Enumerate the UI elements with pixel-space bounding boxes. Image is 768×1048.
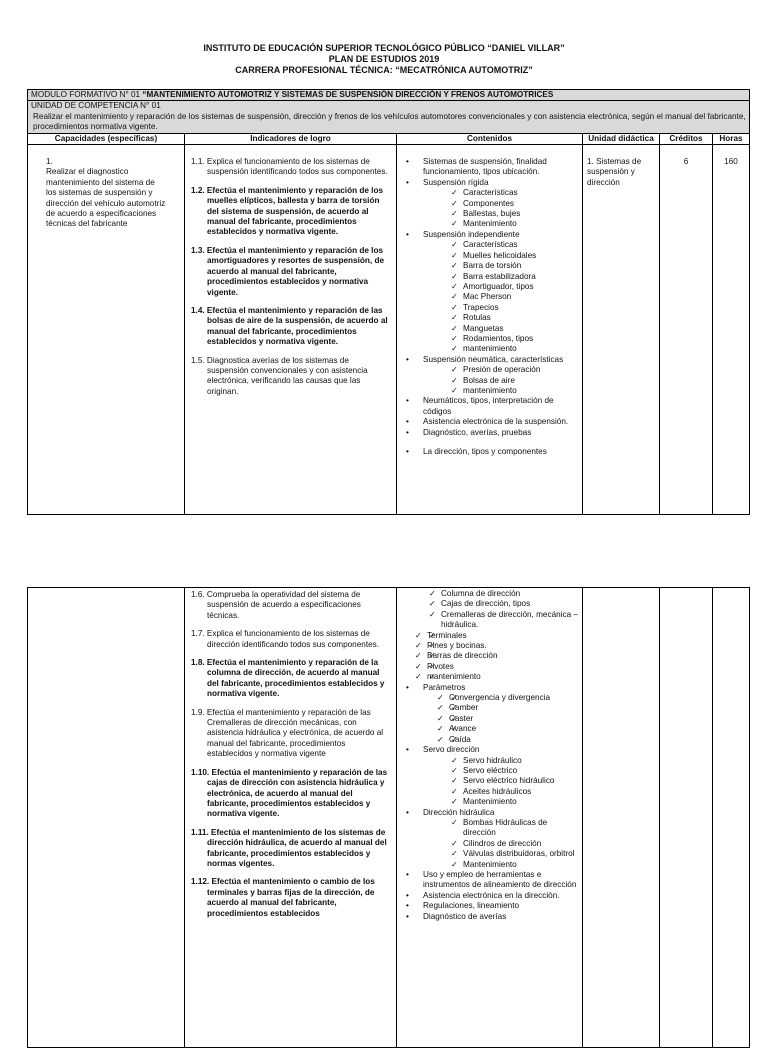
list-item: ✓ Componentes <box>423 199 578 209</box>
indicator-1-11: 1.11. Efectúa el mantenimiento de los sistemas de dirección hidráulica, de acuerdo al manual del fabricante, procedimientos establecidos y normas vigentes. <box>191 827 387 868</box>
career-title: CARRERA PROFESIONAL TÉCNICA: “MECATRÓNICA AUTOMOTRIZ” <box>235 65 533 75</box>
list-item: • Suspensión independiente ✓ Características ✓ Muelles helicoidales ✓ Barra de torsión ✓ Barra estabilizadora ✓ Amortiguador, tipos ✓ Mac Pherson ✓ Trapecios ✓ Rotulas ✓ Manguetas ✓ Rodamientos, tipos ✓ mantenimiento <box>401 230 578 355</box>
competence-label: UNIDAD DE COMPETENCIA N° 01 <box>31 101 161 111</box>
list-item: ✓ Servo eléctrico hidráulico <box>423 776 578 786</box>
list-item: • Asistencia electrónica de la suspensión. <box>401 417 578 427</box>
list-item: ✓ Mantenimiento <box>423 797 578 807</box>
document-header <box>0 43 768 76</box>
list-item: ✓ mantenimiento <box>423 386 578 396</box>
sublist <box>423 365 578 396</box>
list-item: • Parámetros ✓ ✓ Convergencia y divergencia ✓ ✓ Camber ✓ ✓ Caster ✓ ✓ Avance ✓ ✓ Caída <box>401 683 578 745</box>
contents-list <box>401 157 578 457</box>
list-item: ✓ Trapecios <box>423 303 578 313</box>
col-indicadores: Indicadores de logro <box>185 133 397 144</box>
list-item: ✓ ✓ Convergencia y divergencia <box>423 693 578 703</box>
list-item: • Servo dirección ✓ Servo hidráulico ✓ Servo eléctrico ✓ Servo eléctrico hidráulico ✓ Aceites hidráulicos ✓ Mantenimiento <box>401 745 578 807</box>
plan-title: PLAN DE ESTUDIOS 2019 <box>328 54 440 64</box>
unidad-cell: 1. Sistemas de suspensión y dirección <box>583 145 660 515</box>
list-item: ✓ Servo eléctrico <box>423 766 578 776</box>
indicator-1-8: 1.8. Efectúa el mantenimiento y reparación de la columna de dirección, de acuerdo al manual del fabricante, procedimientos establecidos y normativa vigente. <box>191 658 385 699</box>
list-item: • Suspensión neumática, características ✓ Presión de operación ✓ Bolsas de aire ✓ mantenimiento <box>401 355 578 397</box>
capacidad-cell <box>28 588 185 1048</box>
list-item: ✓ mantenimiento <box>423 344 578 354</box>
competence-text: Realizar el mantenimiento y reparación de los sistemas de suspensión, dirección y frenos de los vehículos automotores convencionales y con asistencia electrónica, según el manual del fabricante, procedimientos normativa vigente. <box>33 111 746 132</box>
col-unidad: Unidad didáctica <box>583 133 660 144</box>
table-header-row <box>28 133 750 144</box>
list-item: ✓ Ballestas, bujes <box>423 209 578 219</box>
indicator-1-6: 1.6. Comprueba la operatividad del sistema de suspensión de acuerdo a especificaciones técnicas. <box>191 590 361 620</box>
list-item: ✓ Muelles helicoidales <box>423 251 578 261</box>
list-item: ✓ Cilindros de dirección <box>423 839 578 849</box>
list-item: • Regulaciones, lineamiento <box>401 901 578 911</box>
sublist <box>423 693 578 745</box>
contenidos-cell <box>397 145 583 515</box>
list-item: ✓ Mantenimiento <box>423 860 578 870</box>
horas-cell: 160 <box>713 145 750 515</box>
sublist <box>423 818 578 870</box>
curriculum-table-page-2 <box>27 587 750 1048</box>
list-item: • Asistencia electrónica en la dirección. <box>401 891 578 901</box>
list-item: ✓ Presión de operación <box>423 365 578 375</box>
col-capacidades: Capacidades (específicas) <box>28 133 185 144</box>
creditos-cell <box>660 588 713 1048</box>
col-creditos: Créditos <box>660 133 713 144</box>
contenidos-cell <box>397 588 583 1048</box>
list-item: ✓ ✓ Terminales <box>401 631 578 641</box>
indicator-1-2: 1.2. Efectúa el mantenimiento y reparación de los muelles elípticos, ballesta y barra de torsión del sistema de suspensión, de acuerdo al manual del fabricante, procedimientos establecidos y normativa vigente. <box>191 185 384 237</box>
list-item: • Diagnóstico, averías, pruebas <box>401 428 578 438</box>
list-item: ✓ Columna de dirección <box>401 589 578 599</box>
list-item: ✓ ✓ Camber <box>423 703 578 713</box>
list-item: ✓ Válvulas distribuidoras, orbitrol <box>423 849 578 859</box>
indicadores-cell <box>185 588 397 1048</box>
list-item: ✓ Mac Pherson <box>423 292 578 302</box>
list-item: ✓ Rotulas <box>423 313 578 323</box>
indicator-1-7: 1.7. Explica el funcionamiento de los sistemas de dirección identificando todos sus componentes. <box>191 629 380 649</box>
list-item: ✓ Aceites hidráulicos <box>423 787 578 797</box>
list-item: • Dirección hidráulica ✓ Bombas Hidráulicas de dirección ✓ Cilindros de dirección ✓ Válvulas distribuidoras, orbitrol ✓ Mantenimiento <box>401 808 578 870</box>
list-item: ✓ Rodamientos, tipos <box>423 334 578 344</box>
list-item: ✓ ✓ Pines y bocinas. <box>401 641 578 651</box>
table-row <box>28 145 750 515</box>
competence-row <box>28 101 750 133</box>
list-item: ✓ Barra estabilizadora <box>423 272 578 282</box>
list-item: ✓ Cremalleras de dirección, mecánica – hidráulica. <box>401 610 578 631</box>
capacidad-cell <box>28 145 185 515</box>
module-row <box>28 90 750 101</box>
capacidad-number: 1. <box>46 157 53 167</box>
list-item: ✓ Características <box>423 240 578 250</box>
horas-cell <box>713 588 750 1048</box>
list-item: • Uso y empleo de herramientas e instrumentos de alineamiento de dirección <box>401 870 578 891</box>
module-label: MODULO FORMATIVO N° 01 <box>31 90 143 99</box>
table-row <box>28 588 750 1048</box>
list-item: ✓ ✓ Caída <box>423 735 578 745</box>
list-item: ✓ Características <box>423 188 578 198</box>
indicadores-cell <box>185 145 397 515</box>
list-item: • Sistemas de suspensión, finalidad funcionamiento, tipos ubicación. <box>401 157 578 178</box>
list-item: ✓ ✓ Pivotes <box>401 662 578 672</box>
list-item: ✓ ✓ Caster <box>423 714 578 724</box>
list-item: ✓ Servo hidráulico <box>423 756 578 766</box>
capacidad-text: Realizar el diagnostico mantenimiento del sistema de los sistemas de suspensión y dirección del vehículo automotriz de acuerdo a especificaciones técnicas del fabricante <box>46 167 166 229</box>
curriculum-table-page-1 <box>27 89 750 515</box>
module-name: “MANTENIMIENTO AUTOMOTRIZ Y SISTEMAS DE SUSPENSIÓN DIRECCIÓN Y FRENOS AUTOMOTRICES <box>142 90 554 99</box>
list-item: ✓ ✓ mantenimiento <box>401 672 578 682</box>
list-item: ✓ Bombas Hidráulicas de dirección <box>423 818 578 839</box>
indicator-1-12: 1.12. Efectúa el mantenimiento o cambio de los terminales y barras fijas de la dirección, de acuerdo al manual del fabricante, procedimientos establecidos <box>191 877 375 918</box>
list-item: ✓ Amortiguador, tipos <box>423 282 578 292</box>
contents-list <box>401 683 578 922</box>
creditos-cell: 6 <box>660 145 713 515</box>
institute-name: INSTITUTO DE EDUCACIÓN SUPERIOR TECNOLÓGICO PÚBLICO “DANIEL VILLAR” <box>203 43 565 53</box>
indicator-1-3: 1.3. Efectúa el mantenimiento y reparación de los amortiguadores y resortes de suspensión, de acuerdo al manual del fabricante, procedimientos establecidos y normativa vigente. <box>191 245 384 297</box>
list-item: ✓ ✓ Barras de dirección <box>401 651 578 661</box>
sublist <box>423 756 578 808</box>
indicator-1-4: 1.4. Efectúa el mantenimiento y reparación de las bolsas de aire de la suspensión, de acuerdo al manual del fabricante, procedimientos establecidos y normativa vigente. <box>191 305 388 347</box>
list-item: ✓ Barra de torsión <box>423 261 578 271</box>
list-item: • Suspensión rígida ✓ Características ✓ Componentes ✓ Ballestas, bujes ✓ Mantenimiento <box>401 178 578 230</box>
list-item: • Neumáticos, tipos, interpretación de códigos <box>401 396 578 417</box>
sublist <box>423 188 578 230</box>
indicator-1-5: 1.5. Diagnostica averías de los sistemas de suspensión convencionales y con asistencia electrónica, verificando las causas que las originan. <box>191 355 368 396</box>
col-horas: Horas <box>713 133 750 144</box>
list-item: ✓ Cajas de dirección, tipos <box>401 599 578 609</box>
list-item: • La dirección, tipos y componentes <box>401 447 578 457</box>
list-item: ✓ Mantenimiento <box>423 219 578 229</box>
indicator-1-10: 1.10. Efectúa el mantenimiento y reparación de las cajas de dirección con asistencia hidráulica y electrónica, de acuerdo al manual del fabricante, procedimientos establecidos y normativa vigente. <box>191 767 388 819</box>
indicator-1-1: 1.1. Explica el funcionamiento de los sistemas de suspensión identificando todos sus componentes. <box>191 157 388 177</box>
list-item: ✓ ✓ Avance <box>423 724 578 734</box>
indicator-1-9: 1.9. Efectúa el mantenimiento y reparación de las Cremalleras de dirección mecánicas, con asistencia hidráulica y electrónica, de acuerdo al manual del fabricante, procedimientos establecidos y normativa vigente <box>191 707 384 759</box>
list-item: • Diagnóstico de averías <box>401 912 578 922</box>
unidad-cell <box>583 588 660 1048</box>
sublist <box>423 240 578 354</box>
list-item: ✓ Bolsas de aire <box>423 376 578 386</box>
col-contenidos: Contenidos <box>397 133 583 144</box>
sublist <box>401 589 578 683</box>
list-item: ✓ Manguetas <box>423 324 578 334</box>
